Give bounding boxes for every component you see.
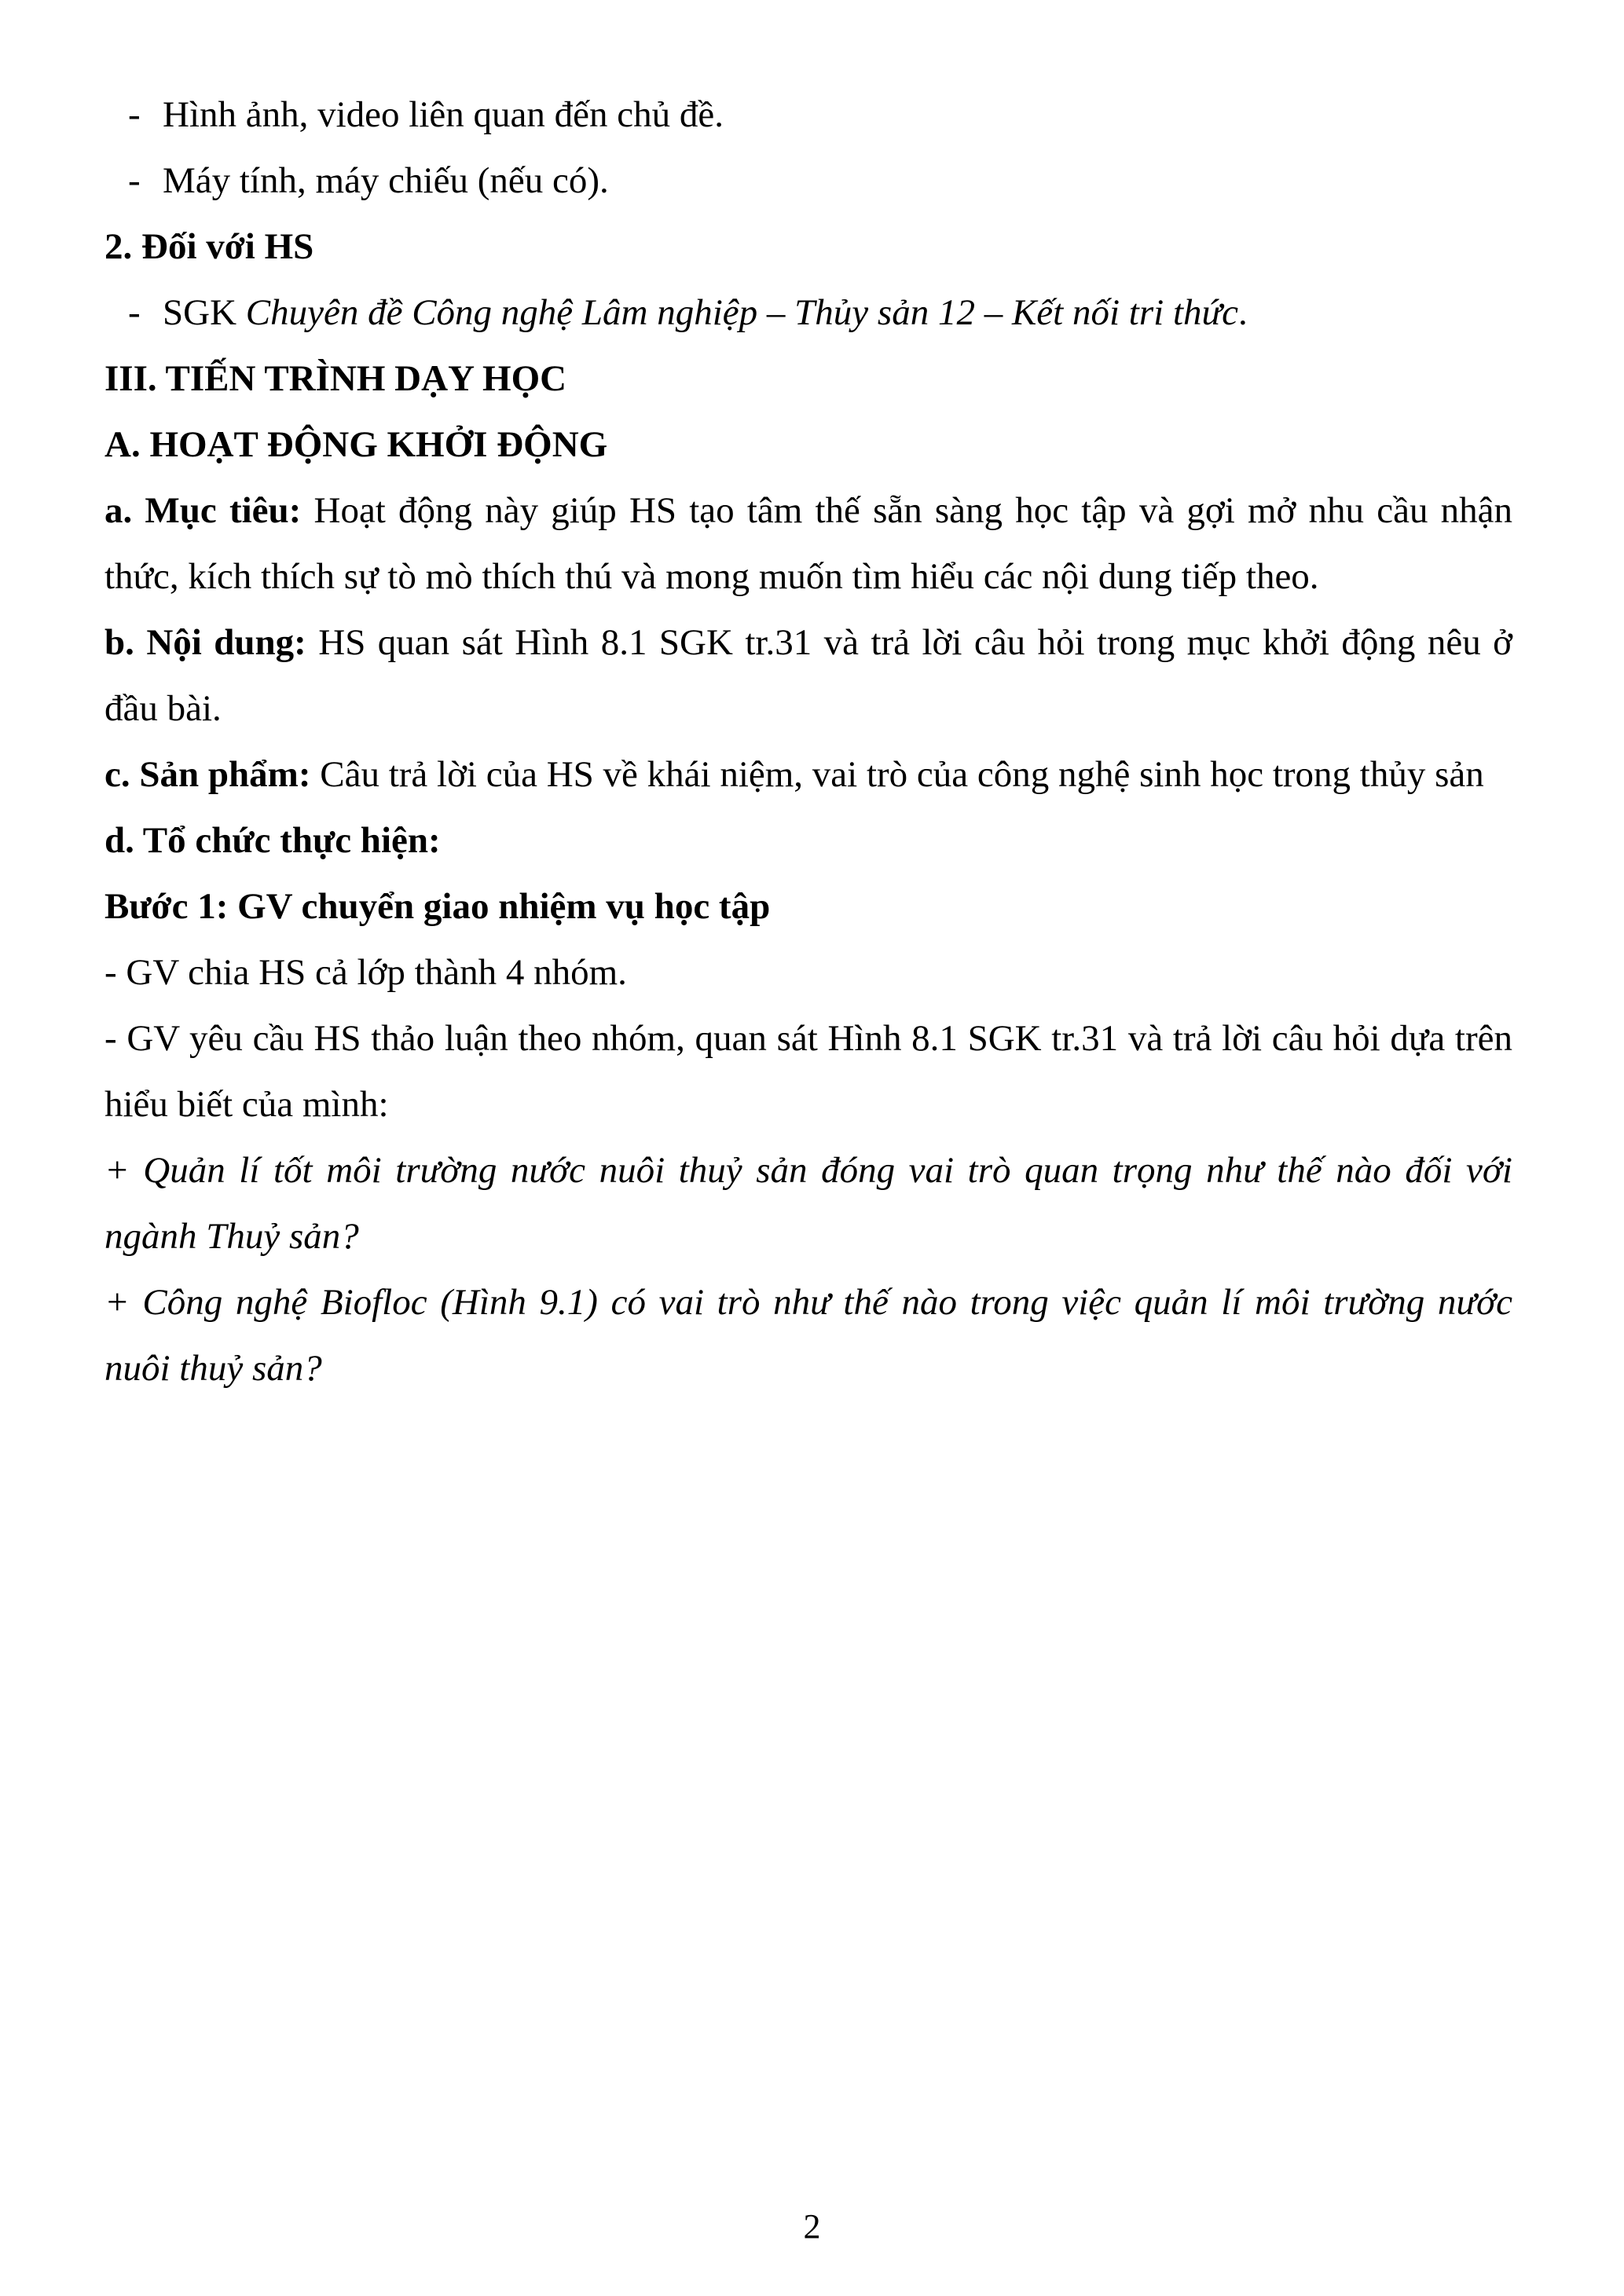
text-run: b. Nội dung: <box>104 622 319 663</box>
list-marker: - <box>128 94 141 135</box>
text-run: 2. Đối với HS <box>104 226 314 267</box>
text-run: Hình ảnh, video liên quan đến chủ đề. <box>163 94 724 135</box>
text-run: A. HOẠT ĐỘNG KHỞI ĐỘNG <box>104 424 608 465</box>
paragraph <box>104 478 1512 610</box>
list-marker: - <box>128 292 141 333</box>
paragraph <box>104 873 1512 939</box>
paragraph <box>104 412 1512 478</box>
paragraph <box>104 939 1512 1005</box>
paragraph <box>104 807 1512 873</box>
text-run: HS quan sát Hình 8.1 SGK tr.31 và trả lời câu hỏi trong mục khởi động nêu ở đầu bài. <box>104 622 1512 729</box>
list-marker: - <box>128 160 141 201</box>
paragraph <box>104 1137 1512 1269</box>
text-run: . <box>1238 292 1248 333</box>
paragraph <box>104 214 1512 280</box>
text-run: Bước 1: GV chuyển giao nhiệm vụ học tập <box>104 886 771 927</box>
text-run: d. Tổ chức thực hiện: <box>104 820 441 861</box>
text-run: + Quản lí tốt môi trường nước nuôi thuỷ sản đóng vai trò quan trọng như thế nào đối với ngành Thuỷ sản? <box>104 1150 1512 1257</box>
paragraph <box>104 346 1512 412</box>
list-item <box>104 280 1512 346</box>
paragraph <box>104 1269 1512 1401</box>
text-run: Hoạt động này giúp HS tạo tâm thế sẵn sàng học tập và gợi mở nhu cầu nhận thức, kích thích sự tò mò thích thú và mong muốn tìm hiểu các nội dung tiếp theo. <box>104 490 1512 597</box>
text-run: III. TIẾN TRÌNH DẠY HỌC <box>104 358 567 399</box>
text-run: - GV chia HS cả lớp thành 4 nhóm. <box>104 952 627 993</box>
document-body <box>104 82 1512 1401</box>
text-run: SGK <box>163 292 246 333</box>
text-run: Máy tính, máy chiếu (nếu có). <box>163 160 609 201</box>
text-run: Câu trả lời của HS về khái niệm, vai trò của công nghệ sinh học trong thủy sản <box>320 754 1484 795</box>
text-run: Chuyên đề Công nghệ Lâm nghiệp – Thủy sản 12 – Kết nối tri thức <box>245 292 1238 333</box>
list-item <box>104 148 1512 214</box>
text-run: - GV yêu cầu HS thảo luận theo nhóm, quan sát Hình 8.1 SGK tr.31 và trả lời câu hỏi dựa trên hiểu biết của mình: <box>104 1018 1512 1125</box>
page-number: 2 <box>803 2207 821 2246</box>
paragraph <box>104 610 1512 742</box>
list-item <box>104 82 1512 148</box>
page-footer <box>0 2194 1624 2260</box>
text-run: + Công nghệ Biofloc (Hình 9.1) có vai trò như thế nào trong việc quản lí môi trường nước nuôi thuỷ sản? <box>104 1282 1512 1389</box>
text-run: a. Mục tiêu: <box>104 490 314 531</box>
text-run: c. Sản phẩm: <box>104 754 321 795</box>
paragraph <box>104 742 1512 807</box>
paragraph <box>104 1005 1512 1137</box>
